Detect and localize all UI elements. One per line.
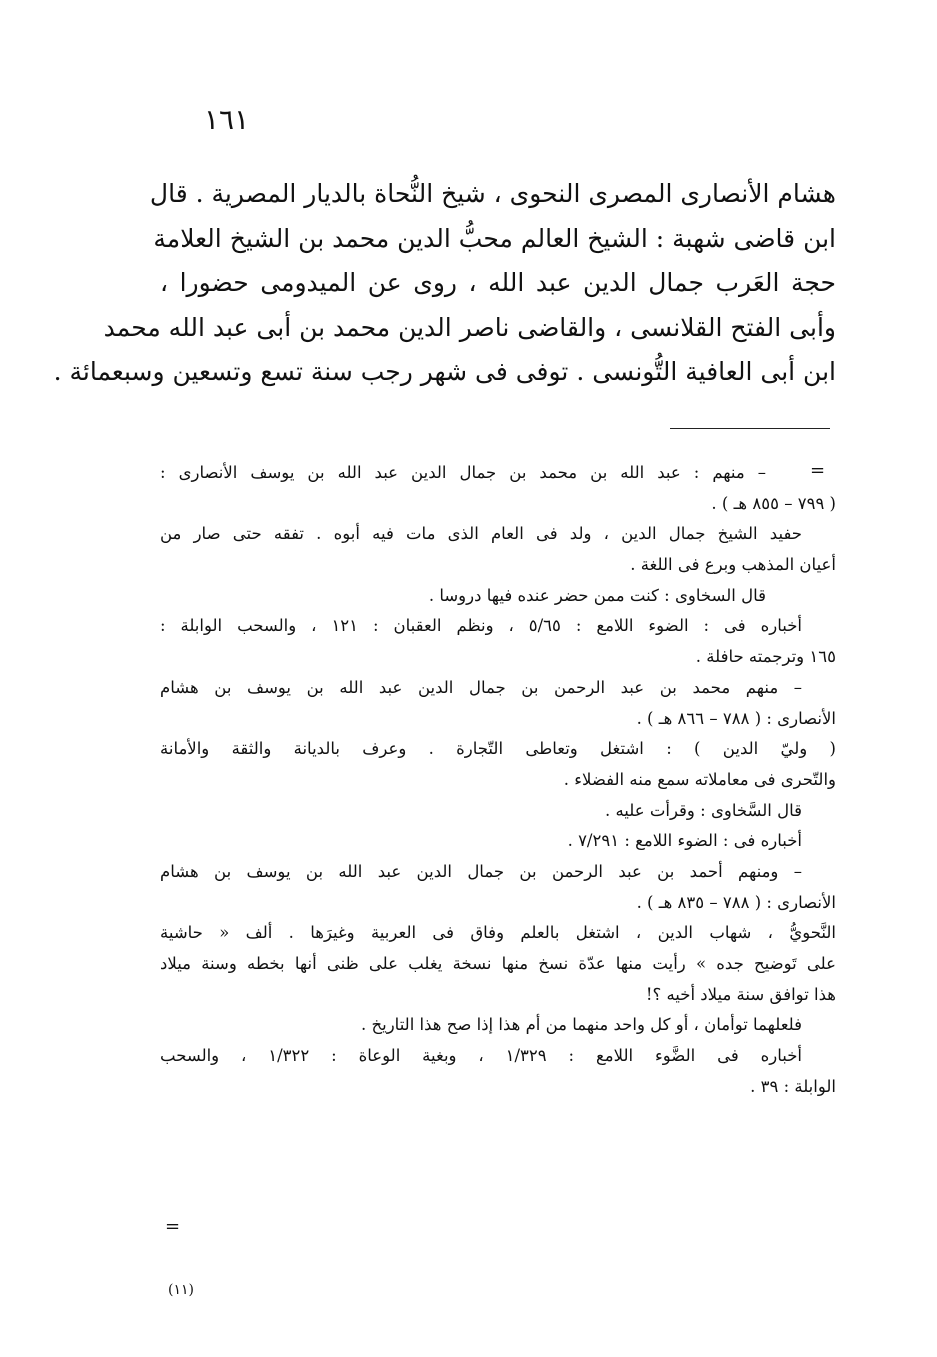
footnote-line: والتّحرى فى معاملاته سمع منه الفضلاء . — [563, 769, 836, 789]
page-number: ١٦١ — [204, 103, 250, 136]
footnotes — [160, 458, 836, 1102]
main-text — [53, 172, 836, 395]
footnote-separator — [670, 428, 830, 429]
footnote-line: الأنصارى : ( ٧٨٨ – ٨٦٦ هـ ) . — [636, 708, 836, 728]
footnote-line: أخباره فى الضَّوء اللامع : ١/٣٢٩ ، وبغية الوعاة : ١/٣٢٢ ، والسحب — [160, 1046, 803, 1066]
footnote-line: الأنصارى : ( ٧٨٨ – ٨٣٥ هـ ) . — [636, 892, 836, 912]
footnote-line: – منهم : عبد الله بن محمد بن جمال الدين عبد الله بن يوسف الأنصارى : — [160, 463, 766, 482]
footnote-line: على تَوضيح جده » رأيت منها عدّة نسخ منها نسخة يغلب على ظنى أنها بخطه وسنة ميلاد — [160, 954, 836, 973]
footnote-line: هذا توافق سنة ميلاد أخيه ؟! — [645, 984, 836, 1004]
footnote-continuation-mark: = — [165, 1216, 181, 1237]
footnote-line: فلعلهما توأمان ، أو كل واحد منهما من أم هذا إذا صح هذا التاريخ . — [360, 1015, 802, 1035]
footnote-line: قال السخاوى : كنت ممن حضر عنده فيها دروسا . — [428, 585, 766, 605]
main-text-line: ابن قاضى شهبة : الشيخ العالم محبُّ الدين محمد بن الشيخ العلامة — [153, 223, 836, 253]
footnote-line: ( ٧٩٩ – ٨٥٥ هـ ) . — [711, 493, 836, 513]
footnote-line: النَّحويُّ ، شهاب الدين ، اشتغل بالعلم وفاق فى العربية وغيرَها . ألف « حاشية — [160, 923, 836, 943]
footnote-line: أخباره فى : الضوء اللامع : ٧/٢٩١ . — [567, 831, 802, 851]
main-text-line: حجة العَرب جمال الدين عبد الله ، روى عن الميدومى حضورا ، — [160, 268, 836, 297]
footnote-line: الوابلة : ٣٩ . — [750, 1076, 836, 1096]
footnote-line: أخباره فى : الضوء اللامع : ٥/٦٥ ، ونظم العقبان : ١٢١ ، والسحب الوابلة : — [160, 616, 802, 636]
signature-mark: (١١) — [168, 1282, 194, 1298]
footnote-line: قال السَّخاوى : وقرأت عليه . — [604, 800, 802, 820]
main-text-line: وأبى الفتح القلانسى ، والقاضى ناصر الدين محمد بن أبى عبد الله محمد — [103, 312, 836, 342]
footnote-line: أعيان المذهب وبرع فى اللغة . — [630, 555, 836, 575]
footnote-line: حفيد الشيخ جمال الدين ، ولد فى العام الذى مات فيه أبوه . تفقه حتى صار من — [160, 524, 802, 544]
footnote-line: ١٦٥ وترجمته حافلة . — [695, 647, 836, 667]
footnote-line: ( وليّ الدين ) : اشتغل وتعاطى التّجارة . وعرف بالديانة والثقة والأمانة — [160, 739, 836, 759]
footnote-continuation-mark: = — [810, 460, 826, 481]
footnote-line: – منهم محمد بن عبد الرحمن بن جمال الدين عبد الله بن يوسف بن هشام — [160, 677, 802, 697]
main-text-line: ابن أبى العافية التُّونسى . توفى فى شهر رجب سنة تسع وتسعين وسبعمائة . — [53, 357, 836, 386]
footnote-line: – ومنهم أحمد بن عبد الرحمن بن جمال الدين عبد الله بن يوسف بن هشام — [160, 861, 802, 881]
main-text-line: هشام الأنصارى المصرى النحوى ، شيخ النُّحاة بالديار المصرية . قال — [149, 179, 836, 208]
